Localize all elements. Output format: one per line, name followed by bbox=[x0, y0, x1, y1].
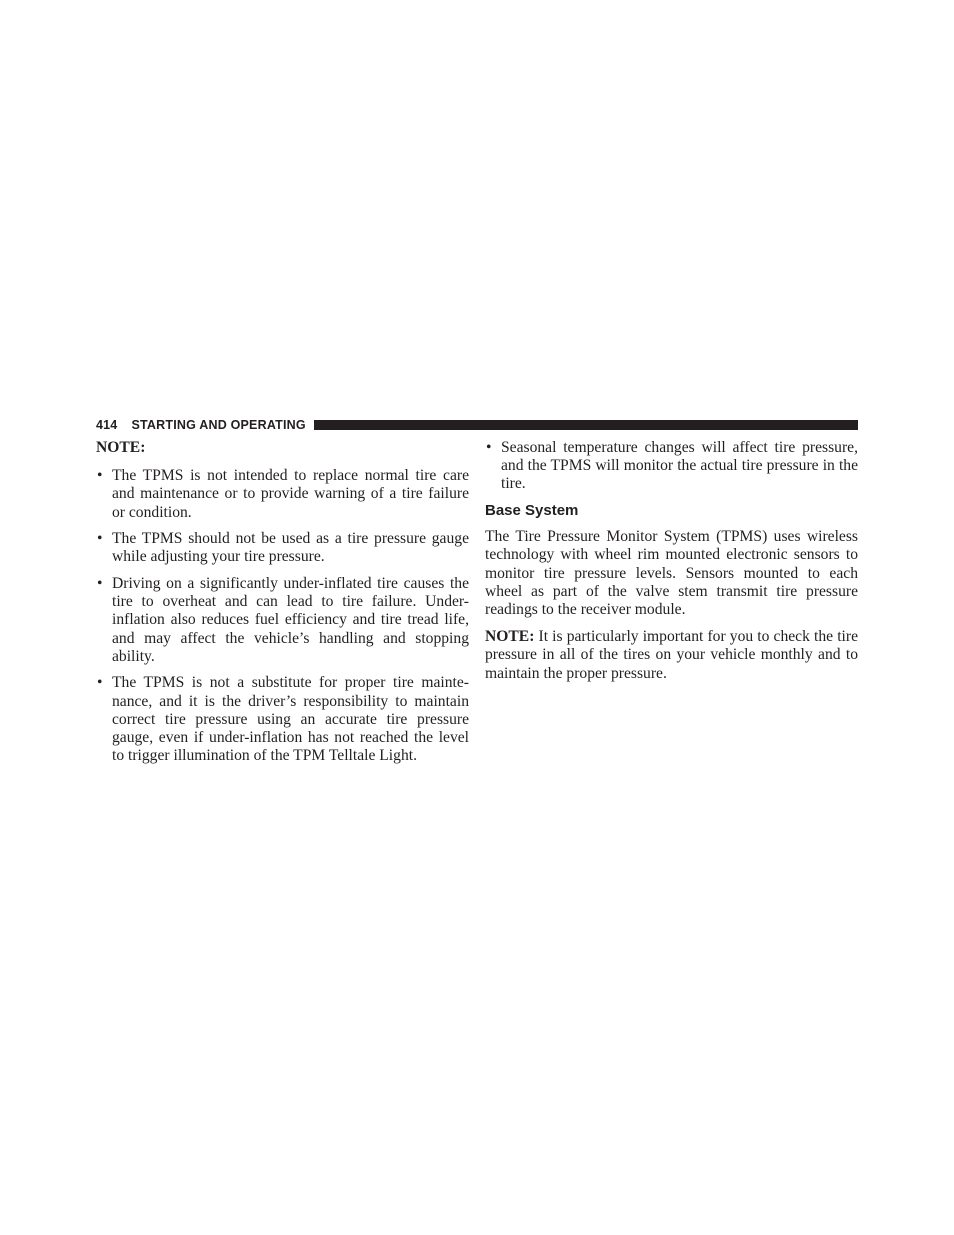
note-paragraph bbox=[485, 628, 858, 683]
body-paragraph: The Tire Pressure Monitor System (TPMS) uses wireless technology with wheel rim mounted electronic sensors to monitor tire pressure levels. Sensors mounted to each wheel as part of the valve stem transmit tire pressure readings to the receiver module. bbox=[485, 528, 858, 619]
section-title: STARTING AND OPERATING bbox=[131, 418, 306, 432]
list-item: • The TPMS is not intended to replace normal tire care and maintenance or to provide warning of a tire failure or condition. bbox=[96, 467, 469, 522]
right-column bbox=[485, 439, 858, 692]
list-item: • Driving on a significantly under-inflated tire causes the tire to overheat and can lead to tire failure. Under-inflation also reduces fuel efficiency and tire tread life, and may affect the vehicle’s handling and stopping ability. bbox=[96, 575, 469, 666]
header-rule bbox=[314, 420, 858, 430]
note-heading: NOTE: bbox=[96, 439, 146, 456]
list-item: • Seasonal temperature changes will affect tire pressure, and the TPMS will monitor the actual tire pressure in the tire. bbox=[485, 439, 858, 494]
list-item: • The TPMS should not be used as a tire pressure gauge while adjusting your tire pressure. bbox=[96, 530, 469, 566]
continued-bullet-list bbox=[485, 439, 858, 494]
list-item: • The TPMS is not a substitute for proper tire mainte-nance, and it is the driver’s responsibility to maintain correct tire pressure using an accurate tire pressure gauge, even if under-inflation has not reached the level to trigger illumination of the TPM Telltale Light. bbox=[96, 674, 469, 765]
subheading-base-system: Base System bbox=[485, 502, 579, 519]
note-text: It is particularly important for you to check the tire pressure in all of the tires on your vehicle monthly and to maintain the proper pressure. bbox=[485, 628, 858, 682]
page-number: 414 bbox=[96, 418, 118, 432]
page-header bbox=[96, 416, 858, 434]
note-label: NOTE: bbox=[485, 628, 535, 646]
note-bullet-list bbox=[96, 467, 469, 765]
left-column bbox=[96, 439, 469, 774]
